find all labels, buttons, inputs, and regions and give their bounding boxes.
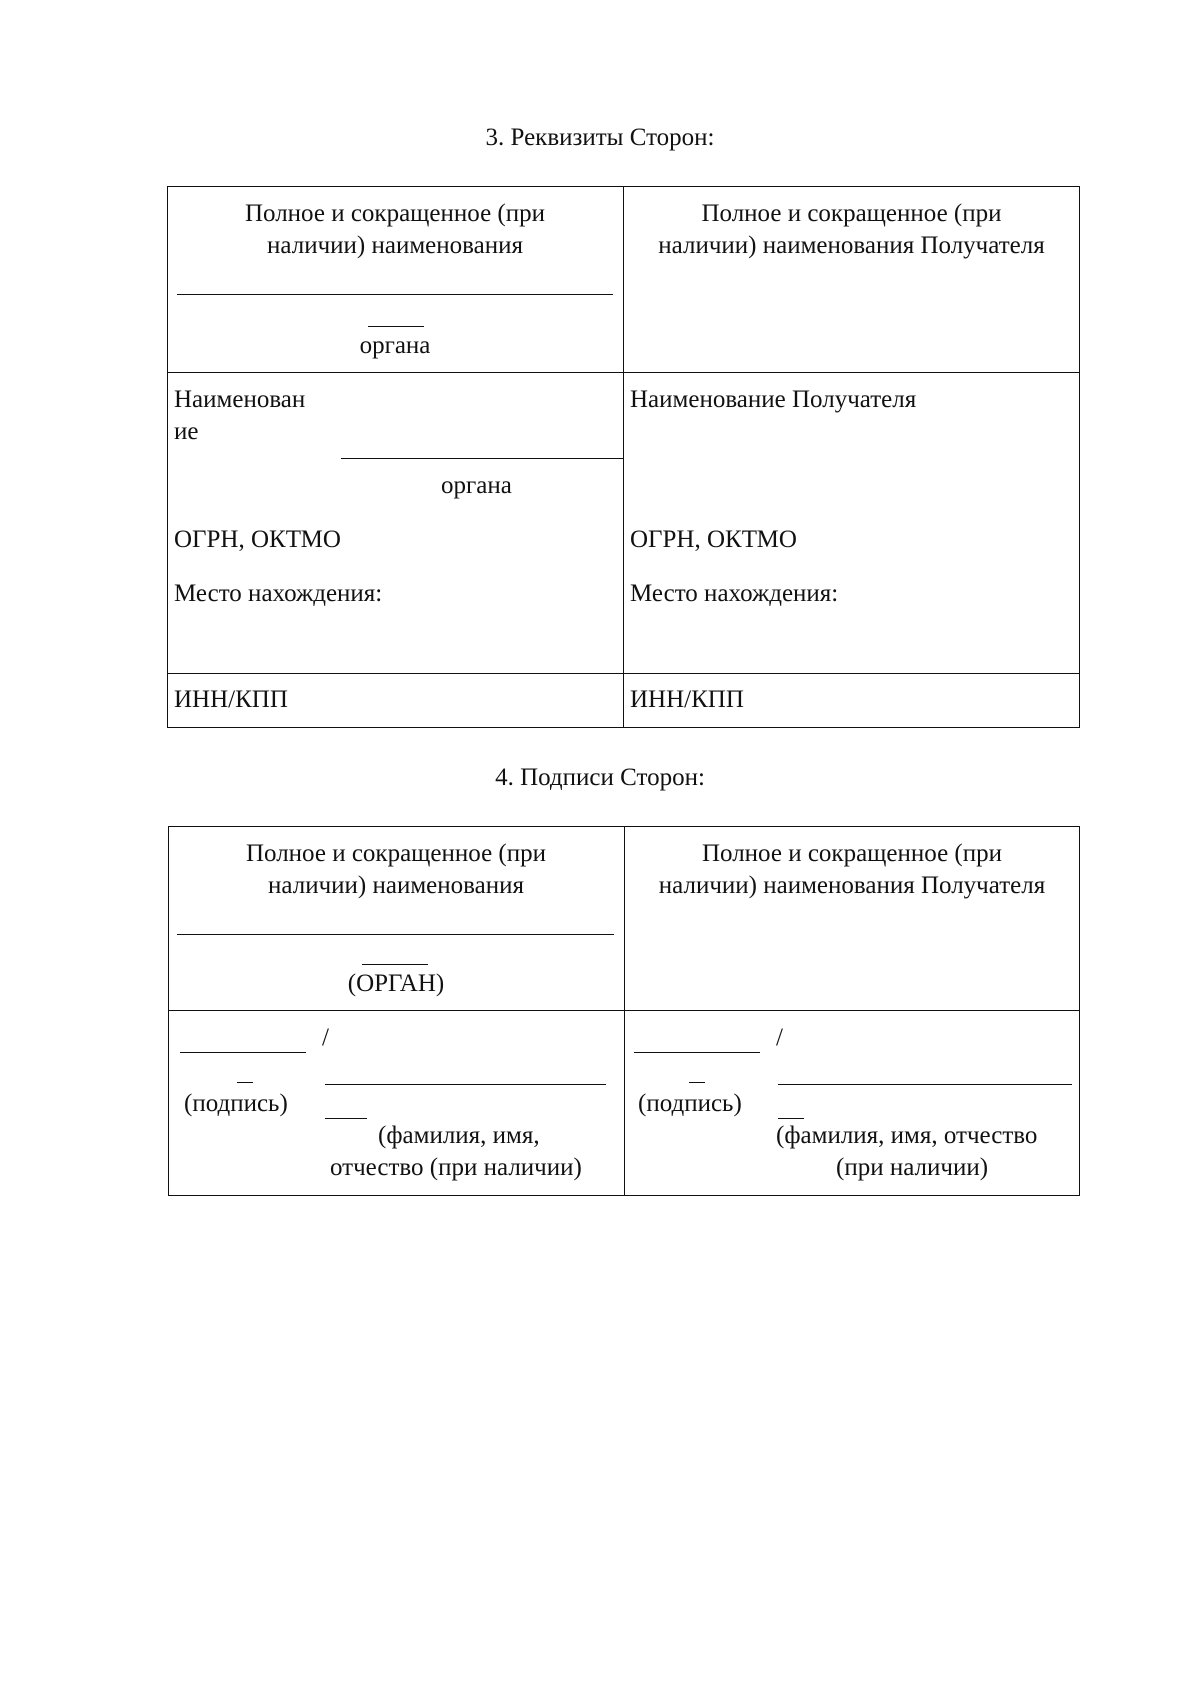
signatures-left-slash: /: [322, 1024, 329, 1051]
requisites-header-left-short-line: [368, 326, 424, 327]
signatures-header-right-line1: Полное и сокращенное (при: [701, 840, 1003, 867]
requisites-left-location: Место нахождения:: [174, 580, 383, 607]
requisites-header-right-line1: Полное и сокращенное (при: [701, 200, 1002, 227]
signatures-left-signature-line: [180, 1052, 306, 1053]
signatures-header-left-fill-line: [177, 934, 614, 935]
requisites-header-left-fill-line: [177, 294, 613, 295]
requisites-header-left-caption: органа: [359, 332, 431, 359]
requisites-heading: 3. Реквизиты Сторон:: [485, 124, 715, 151]
requisites-header-left-line1: Полное и сокращенное (при: [244, 200, 546, 227]
requisites-header-left-line2: наличии) наименования: [267, 232, 523, 259]
requisites-row-divider-2: [167, 673, 1080, 674]
signatures-header-left-line1: Полное и сокращенное (при: [245, 840, 547, 867]
requisites-header-right-line2: наличии) наименования Получателя: [658, 232, 1045, 259]
signatures-right-slash: /: [776, 1024, 783, 1051]
signatures-header-left-caption: (ОРГАН): [347, 970, 445, 997]
requisites-right-ogrn: ОГРН, ОКТМО: [630, 526, 797, 553]
signatures-right-tick: [689, 1082, 705, 1083]
signatures-heading: 4. Подписи Сторон:: [495, 764, 705, 791]
requisites-left-ogrn: ОГРН, ОКТМО: [174, 526, 341, 553]
signatures-right-signature-line: [634, 1052, 760, 1053]
signatures-right-fio-caption-line2: (при наличии): [836, 1154, 989, 1181]
requisites-inn-left: ИНН/КПП: [174, 686, 288, 713]
signatures-left-fio-caption-line1: (фамилия, имя,: [378, 1122, 540, 1149]
requisites-left-caption: органа: [441, 472, 512, 499]
requisites-inn-right: ИНН/КПП: [630, 686, 744, 713]
signatures-header-left-line2: наличии) наименования: [268, 872, 524, 899]
signatures-row-divider: [168, 1010, 1080, 1011]
signatures-right-signature-caption: (подпись): [638, 1090, 742, 1117]
signatures-left-fio-line: [325, 1084, 606, 1085]
signatures-header-right-line2: наличии) наименования Получателя: [658, 872, 1046, 899]
signatures-right-fio-caption-line1: (фамилия, имя, отчество: [776, 1122, 1038, 1149]
signatures-left-tick: [237, 1082, 253, 1083]
requisites-left-name-line1: Наименован: [174, 386, 306, 413]
requisites-left-name-fill-line: [341, 458, 623, 459]
requisites-left-name-line2: ие: [174, 418, 199, 445]
requisites-column-divider: [623, 186, 624, 728]
requisites-row-divider-1: [167, 372, 1080, 373]
signatures-right-fio-short-line: [778, 1118, 804, 1119]
signatures-left-fio-short-line: [325, 1118, 367, 1119]
signatures-right-fio-line: [778, 1084, 1072, 1085]
signatures-header-left-short-line: [362, 964, 428, 965]
requisites-right-location: Место нахождения:: [630, 580, 839, 607]
requisites-right-name: Наименование Получателя: [630, 386, 917, 413]
signatures-left-fio-caption-line2: отчество (при наличии): [330, 1154, 582, 1181]
signatures-left-signature-caption: (подпись): [184, 1090, 288, 1117]
